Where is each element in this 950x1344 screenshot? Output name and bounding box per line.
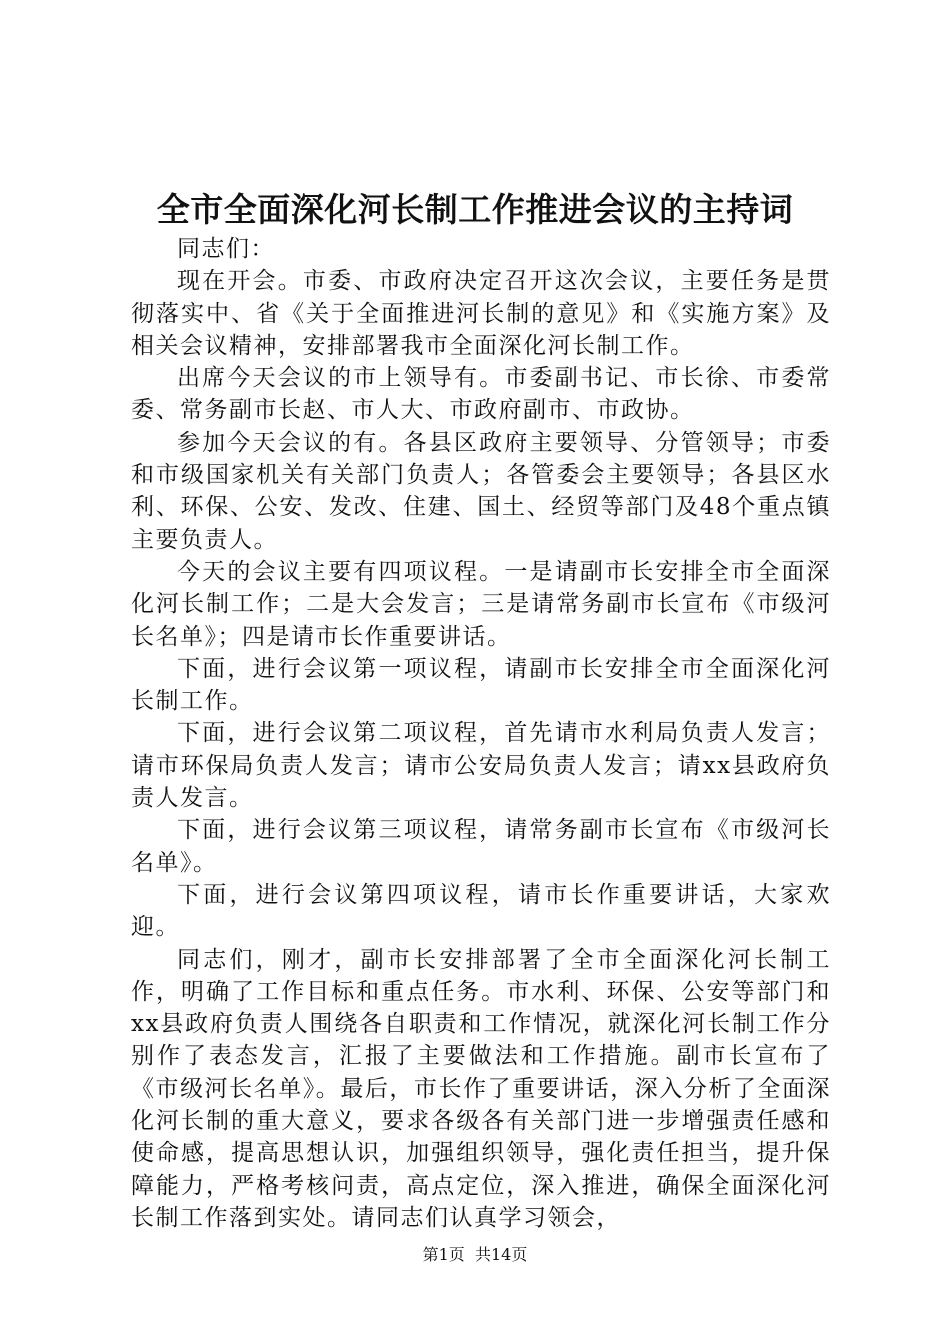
paragraph: 出席今天会议的市上领导有。市委副书记、市长徐、市委常委、常务副市长赵、市人大、市政府副市、市政协。 [131, 365, 831, 424]
page-total: 共14页 [474, 1245, 528, 1264]
paragraph: 现在开会。市委、市政府决定召开这次会议，主要任务是贯彻落实中、省《关于全面推进河长制的意见》和《实施方案》及相关会议精神，安排部署我市全面深化河长制工作。 [131, 268, 831, 359]
paragraph-salutation: 同志们： [177, 236, 275, 262]
paragraph: 下面，进行会议第二项议程，首先请市水利局负责人发言；请市环保局负责人发言；请市公安局负责人发言；请xx县政府负责人发言。 [131, 720, 831, 812]
paragraph: 参加今天会议的有。各县区政府主要领导、分管领导；市委和市级国家机关有关部门负责人；各管委会主要领导；各县区水利、环保、公安、发改、住建、国土、经贸等部门及48个重点镇主要负责人。 [131, 429, 831, 553]
paragraph: 下面，进行会议第三项议程，请常务副市长宣布《市级河长名单》。 [131, 817, 831, 876]
paragraph: 下面，进行会议第四项议程，请市长作重要讲话，大家欢迎。 [131, 881, 831, 941]
paragraph: 同志们，刚才，副市长安排部署了全市全面深化河长制工作，明确了工作目标和重点任务。市水利、环保、公安等部门和xx县政府负责人围绕各自职责和工作情况，就深化河长制工作分别作了表态发言，汇报了主要做法和工作措施。副市长宣布了《市级河长名单》。最后，市长作了重要讲话，深入分析了全面深化河长制的重大意义，要求各级各有关部门进一步增强责任感和使命感，提高思想认识，加强组织领导，强化责任担当，提升保障能力，严格考核问责，高点定位，深入推进，确保全面深化河长制工作落到实处。请同志们认真学习领会， [131, 946, 831, 1231]
document-body [131, 233, 831, 1234]
page-number: 第1页 [422, 1245, 465, 1264]
page-footer [0, 1244, 950, 1266]
paragraph: 下面，进行会议第一项议程，请副市长安排全市全面深化河长制工作。 [131, 655, 831, 715]
document-title: 全市全面深化河长制工作推进会议的主持词 [156, 190, 794, 229]
paragraph: 今天的会议主要有四项议程。一是请副市长安排全市全面深化河长制工作；二是大会发言；三是请常务副市长宣布《市级河长名单》；四是请市长作重要讲话。 [131, 558, 831, 650]
